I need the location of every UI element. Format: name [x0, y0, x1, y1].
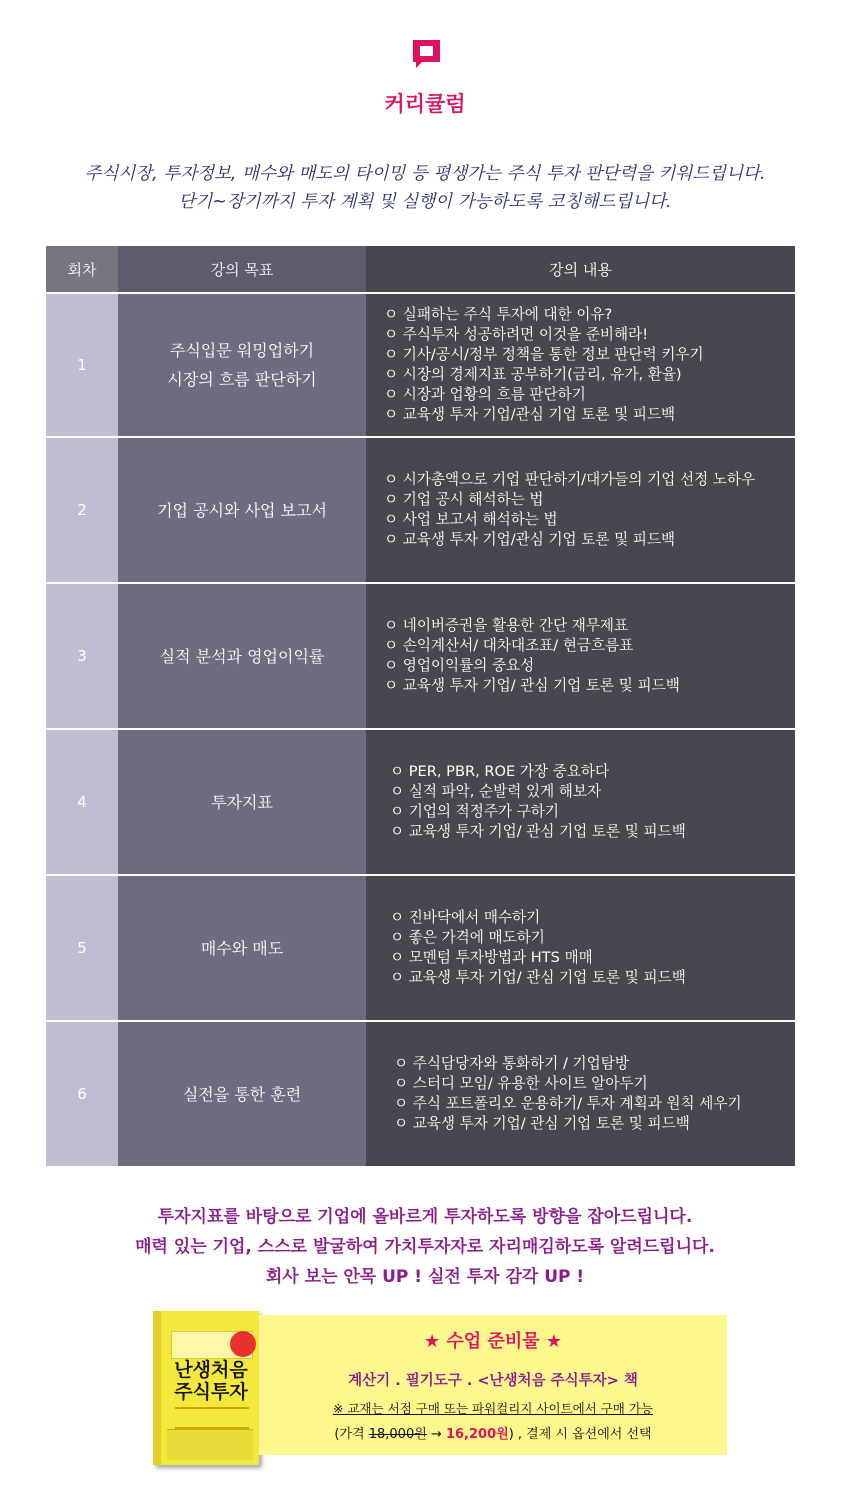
session-goal [118, 438, 366, 584]
session-goal [118, 1022, 366, 1166]
preparation-price [259, 1423, 727, 1442]
session-number: 4 [46, 730, 118, 876]
curriculum-table [46, 246, 795, 1166]
price-original: 18,000원 [368, 1427, 427, 1442]
header-content: 강의 내용 [366, 246, 795, 294]
table-header-row [46, 246, 795, 294]
list-item: ㅇ 기업 공시 해석하는 법 [384, 491, 544, 508]
intro-line: 주식시장, 투자정보, 매수와 매도의 타이밍 등 평생가는 주식 투자 판단력을 키워드립니다. [84, 164, 766, 184]
goal-line: 시장의 흐름 판단하기 [167, 370, 317, 389]
outro-text [0, 1202, 850, 1292]
book-badge [230, 1331, 256, 1357]
table-row [46, 876, 795, 1022]
table-row [46, 294, 795, 438]
list-item: ㅇ 시장의 경제지표 공부하기(금리, 유가, 환율) [384, 366, 682, 383]
goal-line: 주식입문 워밍업하기 [169, 341, 315, 360]
preparation-box [259, 1315, 727, 1455]
session-number: 1 [46, 294, 118, 438]
session-content [366, 294, 795, 438]
list-item: ㅇ 주식 포트폴리오 운용하기/ 투자 계획과 원칙 세우기 [394, 1095, 742, 1112]
session-content [366, 876, 795, 1022]
list-item: ㅇ 영업이익률의 중요성 [384, 657, 535, 674]
book-title [163, 1359, 259, 1403]
price-arrow: → [426, 1427, 446, 1442]
table-row [46, 1022, 795, 1166]
goal-line: 실전을 통한 훈련 [182, 1084, 302, 1104]
list-item: ㅇ 실적 파악, 순발력 있게 해보자 [390, 783, 602, 800]
intro-text [0, 160, 850, 216]
speech-bubble-icon [413, 40, 440, 68]
list-item: ㅇ 손익계산서/ 대차대조표/ 현금흐름표 [384, 637, 634, 654]
session-number: 6 [46, 1022, 118, 1166]
price-suffix: ) , 결제 시 옵션에서 선택 [508, 1427, 652, 1442]
book-cover-image [153, 1311, 259, 1465]
list-item: ㅇ 시가총액으로 기업 판단하기/대가들의 기업 선정 노하우 [384, 471, 756, 488]
section-title: 커리큘럼 [384, 92, 466, 116]
list-item: ㅇ 교육생 투자 기업/ 관심 기업 토론 및 피드백 [390, 823, 686, 840]
outro-line: 매력 있는 기업, 스스로 발굴하여 가치투자자로 자리매김하도록 알려드립니다. [135, 1237, 715, 1257]
list-item: ㅇ 진바닥에서 매수하기 [390, 909, 541, 926]
preparation-title: ★ 수업 준비물 ★ [423, 1331, 562, 1352]
session-goal [118, 294, 366, 438]
list-item: ㅇ 주식담당자와 통화하기 / 기업탐방 [394, 1055, 629, 1072]
session-content [366, 730, 795, 876]
list-item: ㅇ 기업의 적정주가 구하기 [390, 803, 559, 820]
list-item: ㅇ 주식투자 성공하려면 이것을 준비해라! [384, 326, 649, 343]
list-item: ㅇ 교육생 투자 기업/ 관심 기업 토론 및 피드백 [384, 677, 680, 694]
list-item: ㅇ 좋은 가격에 매도하기 [390, 929, 545, 946]
list-item: ㅇ 교육생 투자 기업/관심 기업 토론 및 피드백 [384, 406, 676, 423]
list-item: ㅇ 네이버증권을 활용한 간단 재무제표 [384, 617, 629, 634]
session-content [366, 1022, 795, 1166]
session-content [366, 438, 795, 584]
session-number: 2 [46, 438, 118, 584]
goal-line: 기업 공시와 사업 보고서 [157, 500, 327, 520]
goal-line: 실적 분석과 영업이익률 [159, 646, 325, 666]
session-number: 5 [46, 876, 118, 1022]
header-goal: 강의 목표 [118, 246, 366, 294]
list-item: ㅇ 스터디 모임/ 유용한 사이트 알아두기 [394, 1075, 648, 1092]
list-item: ㅇ 교육생 투자 기업/ 관심 기업 토론 및 피드백 [390, 969, 686, 986]
session-goal [118, 584, 366, 730]
session-goal [118, 876, 366, 1022]
book-illustration [167, 1429, 253, 1460]
list-item: ㅇ 교육생 투자 기업/관심 기업 토론 및 피드백 [384, 531, 676, 548]
list-item: ㅇ 사업 보고서 해석하는 법 [384, 511, 558, 528]
preparation-note: ※ 교재는 서점 구매 또는 파워컬리지 사이트에서 구매 가능 [333, 1401, 653, 1416]
session-number: 3 [46, 584, 118, 730]
table-row [46, 584, 795, 730]
header-session: 회차 [46, 246, 118, 294]
list-item: ㅇ 교육생 투자 기업/ 관심 기업 토론 및 피드백 [394, 1115, 690, 1132]
goal-line: 매수와 매도 [200, 938, 284, 958]
goal-line: 투자지표 [211, 792, 273, 812]
list-item: ㅇ 모멘텀 투자방법과 HTS 매매 [390, 949, 593, 966]
list-item: ㅇ 시장과 업황의 흐름 판단하기 [384, 386, 586, 403]
outro-line: 투자지표를 바탕으로 기업에 올바르게 투자하도록 방향을 잡아드립니다. [157, 1207, 693, 1227]
price-prefix: (가격 [334, 1427, 369, 1442]
list-item: ㅇ 실패하는 주식 투자에 대한 이유? [384, 306, 613, 323]
price-sale: 16,200원 [445, 1427, 509, 1442]
table-row [46, 438, 795, 584]
session-goal [118, 730, 366, 876]
outro-line: 회사 보는 안목 UP ! 실전 투자 감각 UP ! [265, 1267, 585, 1287]
session-content [366, 584, 795, 730]
book-decoration [175, 1407, 249, 1429]
preparation-items: 계산기 . 필기도구 . <난생처음 주식투자> 책 [348, 1373, 638, 1389]
list-item: ㅇ PER, PBR, ROE 가장 중요하다 [390, 763, 610, 780]
book-title-line: 난생처음 [174, 1359, 248, 1381]
table-row [46, 730, 795, 876]
intro-line: 단기~장기까지 투자 계획 및 실행이 가능하도록 코칭해드립니다. [178, 192, 672, 212]
list-item: ㅇ 기사/공시/정부 정책을 통한 정보 판단력 키우기 [384, 346, 704, 363]
book-spine [153, 1311, 161, 1465]
book-title-line: 주식투자 [174, 1381, 248, 1403]
